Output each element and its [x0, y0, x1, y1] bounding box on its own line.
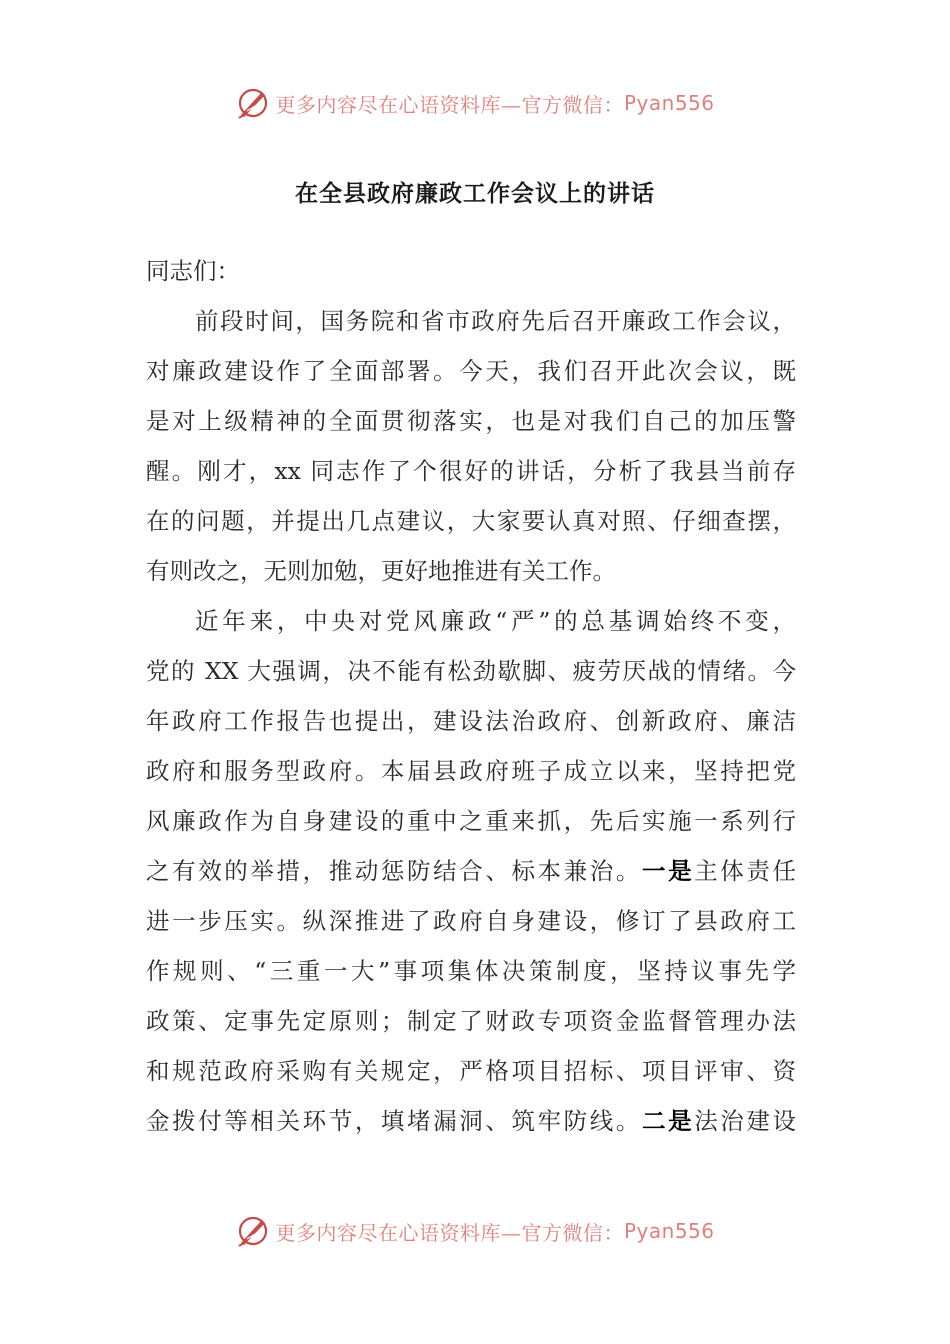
text-line: 党的 XX 大强调，决不能有松劲歇脚、疲劳厌战的情绪。今	[146, 657, 796, 685]
quill-logo-icon	[235, 1213, 271, 1249]
text-line: 是对上级精神的全面贯彻落实，也是对我们自己的加压警	[146, 407, 796, 435]
header-banner	[0, 83, 950, 123]
document-title: 在全县政府廉政工作会议上的讲话	[295, 180, 655, 207]
banner-wechat-id: Pyan556	[623, 91, 715, 115]
text-line: 金拨付等相关环节，填堵漏洞、筑牢防线。二是法治建设	[146, 1107, 796, 1135]
text-line: 政策、定事先定原则；制定了财政专项资金监督管理办法	[146, 1007, 796, 1035]
text-line: 年政府工作报告也提出，建设法治政府、创新政府、廉洁	[146, 707, 796, 735]
footer-banner	[0, 1211, 950, 1251]
text-line: 进一步压实。纵深推进了政府自身建设，修订了县政府工	[146, 907, 796, 935]
text-line: 政府和服务型政府。本届县政府班子成立以来，坚持把党	[146, 757, 796, 785]
banner-text: 更多内容尽在心语资料库—官方微信：	[275, 1220, 624, 1245]
banner-wechat-id: Pyan556	[623, 1219, 715, 1243]
document-body	[146, 246, 796, 1146]
emphasis-text: 一是	[641, 857, 695, 885]
text-line: 近年来，中央对党风廉政“严”的总基调始终不变，	[195, 607, 796, 635]
text-line: 对廉政建设作了全面部署。今天，我们召开此次会议，既	[146, 357, 796, 385]
text-line: 前段时间，国务院和省市政府先后召开廉政工作会议，	[195, 307, 796, 335]
body-lines	[146, 296, 796, 1146]
text-line: 风廉政作为自身建设的重中之重来抓，先后实施一系列行	[146, 807, 796, 835]
text-line: 和规范政府采购有关规定，严格项目招标、项目评审、资	[146, 1057, 796, 1085]
text-line: 有则改之，无则加勉，更好地推进有关工作。	[146, 557, 616, 585]
quill-logo-icon	[235, 85, 271, 121]
emphasis-text: 二是	[641, 1107, 695, 1135]
text-line: 醒。刚才，xx 同志作了个很好的讲话，分析了我县当前存	[146, 457, 796, 485]
text-line: 在的问题，并提出几点建议，大家要认真对照、仔细查摆，	[146, 507, 796, 535]
text-line: 之有效的举措，推动惩防结合、标本兼治。一是主体责任	[146, 857, 796, 885]
greeting: 同志们：	[146, 257, 240, 285]
text-line: 作规则、“三重一大”事项集体决策制度，坚持议事先学	[146, 957, 796, 985]
banner-text: 更多内容尽在心语资料库—官方微信：	[275, 92, 624, 117]
